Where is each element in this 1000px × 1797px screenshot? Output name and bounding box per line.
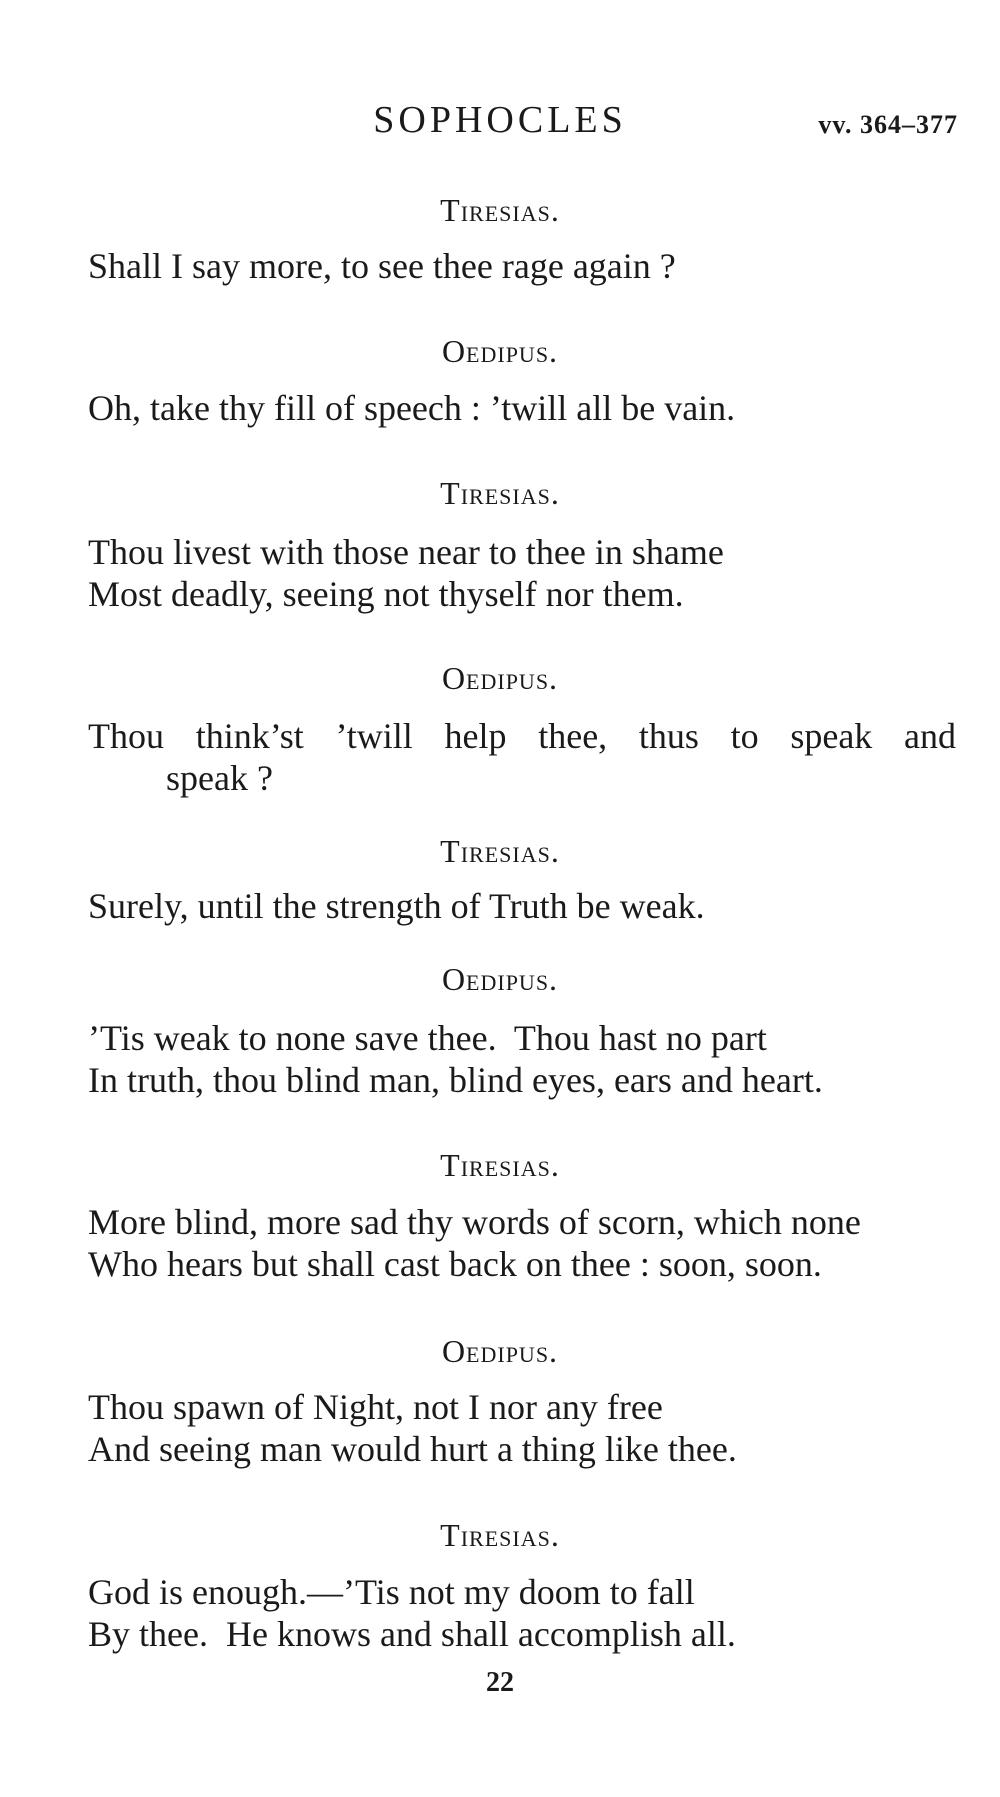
verse-line: And seeing man would hurt a thing like thee. bbox=[88, 1429, 737, 1469]
verse-line: By thee. He knows and shall accomplish all. bbox=[88, 1614, 736, 1654]
verse-line: Thou spawn of Night, not I nor any free bbox=[88, 1387, 663, 1427]
verse-line: Who hears but shall cast back on thee : soon, soon. bbox=[88, 1244, 822, 1284]
page-number: 22 bbox=[486, 1667, 514, 1698]
verse-line: God is enough.—’Tis not my doom to fall bbox=[88, 1572, 695, 1612]
verse-line: More blind, more sad thy words of scorn, which none bbox=[88, 1202, 861, 1242]
verse-line: Most deadly, seeing not thyself nor them. bbox=[88, 574, 684, 614]
speaker-name: Oedipus. bbox=[441, 660, 559, 696]
verse-range: vv. 364–377 bbox=[818, 110, 958, 139]
speaker-name: Tiresias. bbox=[440, 1517, 560, 1553]
verse-line: Shall I say more, to see thee rage again ? bbox=[88, 246, 676, 286]
verse-line-continuation: speak ? bbox=[166, 758, 273, 798]
speaker-name: Oedipus. bbox=[441, 961, 559, 997]
speaker-name: Oedipus. bbox=[441, 333, 559, 369]
verse-line: ’Tis weak to none save thee. Thou hast no part bbox=[88, 1018, 767, 1058]
verse-line: Surely, until the strength of Truth be weak. bbox=[88, 886, 705, 926]
verse-line: Thou livest with those near to thee in shame bbox=[88, 532, 724, 572]
verse-line: In truth, thou blind man, blind eyes, ears and heart. bbox=[88, 1060, 823, 1100]
speaker-name: Tiresias. bbox=[440, 475, 560, 511]
verse-line: Oh, take thy fill of speech : ’twill all be vain. bbox=[88, 388, 736, 428]
running-title: SOPHOCLES bbox=[373, 99, 627, 141]
speaker-name: Tiresias. bbox=[440, 192, 560, 228]
speaker-name: Oedipus. bbox=[441, 1333, 559, 1369]
verse-line: Thou think’st ’twill help thee, thus to speak and bbox=[88, 716, 956, 756]
speaker-name: Tiresias. bbox=[440, 833, 560, 869]
speaker-name: Tiresias. bbox=[440, 1147, 560, 1183]
